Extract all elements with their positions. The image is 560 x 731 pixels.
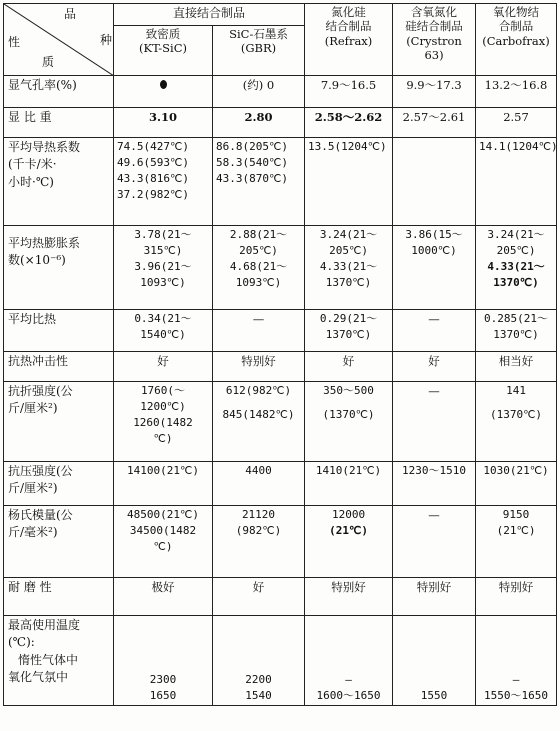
header-direct-bonded: 直接结合制品 [114, 4, 305, 26]
cell-refrax: 2.58～2.62 [305, 108, 393, 138]
cell-refrax: — 1600～1650 [305, 616, 393, 706]
properties-table [3, 3, 557, 706]
cell-refrax: 特别好 [305, 578, 393, 616]
cell-carbofrax: 3.24(21～ 205℃) 4.33(21～ 1370℃) [476, 226, 557, 310]
row-flexural-strength [4, 382, 557, 462]
cell-crystron: 9.9～17.3 [393, 76, 476, 108]
cell-gbr: — [213, 310, 305, 352]
row-compressive-strength [4, 462, 557, 506]
cell-gbr: 86.8(205℃) 58.3(540℃) 43.3(870℃) [213, 138, 305, 226]
corner-label-zhi: 质 [42, 55, 55, 69]
row-label: 抗折强度(公 斤/厘米²) [4, 382, 114, 462]
row-label: 显气孔率(%) [4, 76, 114, 108]
cell-gbr: (约) 0 [213, 76, 305, 108]
cell-kt: 1760(～ 1200℃) 1260(1482 ℃) [114, 382, 213, 462]
cell-carbofrax: 0.285(21～ 1370℃) [476, 310, 557, 352]
row-wear-resistance [4, 578, 557, 616]
row-specific-heat [4, 310, 557, 352]
corner-label-zhong: 种 [100, 33, 113, 47]
row-thermal-shock [4, 352, 557, 382]
cell-kt: 74.5(427℃) 49.6(593℃) 43.3(816℃) 37.2(982℃) [114, 138, 213, 226]
cell-kt: 0.34(21～ 1540℃) [114, 310, 213, 352]
header-gbr: SiC-石墨系 (GBR) [213, 26, 305, 76]
cell-crystron: 3.86(15～ 1000℃) [393, 226, 476, 310]
filled-dot-icon [160, 80, 167, 89]
cell-gbr: 21120 (982℃) [213, 506, 305, 578]
row-porosity [4, 76, 557, 108]
header-row [4, 4, 557, 26]
cell-refrax: 0.29(21～ 1370℃) [305, 310, 393, 352]
row-label: 平均热膨胀系 数(×10⁻⁶) [4, 226, 114, 310]
row-label: 抗热冲击性 [4, 352, 114, 382]
row-label: 耐 磨 性 [4, 578, 114, 616]
cell-kt: 好 [114, 352, 213, 382]
cell-kt: 2300 1650 [114, 616, 213, 706]
cell-kt: 3.10 [114, 108, 213, 138]
cell-gbr: 好 [213, 578, 305, 616]
cell-refrax: 350～500 (1370℃) [305, 382, 393, 462]
cell-crystron [393, 138, 476, 226]
corner-label-xing: 性 [8, 35, 21, 49]
cell-carbofrax: 1030(21℃) [476, 462, 557, 506]
row-max-temperature [4, 616, 557, 706]
cell-crystron: — [393, 382, 476, 462]
header-refrax: 氮化硅 结合制品 (Refrax) [305, 4, 393, 76]
cell-kt: 3.78(21～ 315℃) 3.96(21～ 1093℃) [114, 226, 213, 310]
header-corner-cell [4, 4, 114, 76]
cell-carbofrax: 特别好 [476, 578, 557, 616]
cell-crystron: 1550 [393, 616, 476, 706]
cell-crystron: 1230～1510 [393, 462, 476, 506]
cell-carbofrax: 141 (1370℃) [476, 382, 557, 462]
cell-kt: 48500(21℃) 34500(1482 ℃) [114, 506, 213, 578]
cell-refrax: 1410(21℃) [305, 462, 393, 506]
cell-crystron: 特别好 [393, 578, 476, 616]
cell-crystron: — [393, 310, 476, 352]
row-label: 杨氏模量(公 斤/毫米²) [4, 506, 114, 578]
header-crystron: 含氧氮化 硅结合制品 (Crystron 63) [393, 4, 476, 76]
row-youngs-modulus [4, 506, 557, 578]
cell-carbofrax: 14.1(1204℃) [476, 138, 557, 226]
cell-kt: 极好 [114, 578, 213, 616]
row-label: 平均比热 [4, 310, 114, 352]
corner-diagonal [4, 4, 114, 76]
cell-gbr: 612(982℃) 845(1482℃) [213, 382, 305, 462]
row-conductivity [4, 138, 557, 226]
row-label: 平均导热系数 (千卡/米· 小时·℃) [4, 138, 114, 226]
cell-gbr: 特别好 [213, 352, 305, 382]
cell-refrax: 好 [305, 352, 393, 382]
cell-gbr: 4400 [213, 462, 305, 506]
row-label: 最高使用温度 (℃): 惰性气体中 氧化气氛中 [4, 616, 114, 706]
cell-crystron: 2.57～2.61 [393, 108, 476, 138]
row-expansion [4, 226, 557, 310]
row-density [4, 108, 557, 138]
header-carbofrax: 氧化物结 合制品 (Carbofrax) [476, 4, 557, 76]
cell-kt [114, 76, 213, 108]
header-kt-sic: 致密质 (KT-SiC) [114, 26, 213, 76]
cell-refrax: 3.24(21～ 205℃) 4.33(21～ 1370℃) [305, 226, 393, 310]
row-label: 显 比 重 [4, 108, 114, 138]
cell-refrax: 13.5(1204℃) [305, 138, 393, 226]
cell-gbr: 2200 1540 [213, 616, 305, 706]
cell-carbofrax: 9150 (21℃) [476, 506, 557, 578]
cell-refrax: 12000 (21℃) [305, 506, 393, 578]
cell-gbr: 2.80 [213, 108, 305, 138]
cell-carbofrax: — 1550～1650 [476, 616, 557, 706]
cell-carbofrax: 13.2～16.8 [476, 76, 557, 108]
cell-crystron: — [393, 506, 476, 578]
cell-refrax: 7.9～16.5 [305, 76, 393, 108]
cell-kt: 14100(21℃) [114, 462, 213, 506]
cell-carbofrax: 2.57 [476, 108, 557, 138]
row-label: 抗压强度(公 斤/厘米²) [4, 462, 114, 506]
cell-carbofrax: 相当好 [476, 352, 557, 382]
corner-label-pin: 品 [64, 7, 77, 21]
cell-crystron: 好 [393, 352, 476, 382]
cell-gbr: 2.88(21～ 205℃) 4.68(21～ 1093℃) [213, 226, 305, 310]
